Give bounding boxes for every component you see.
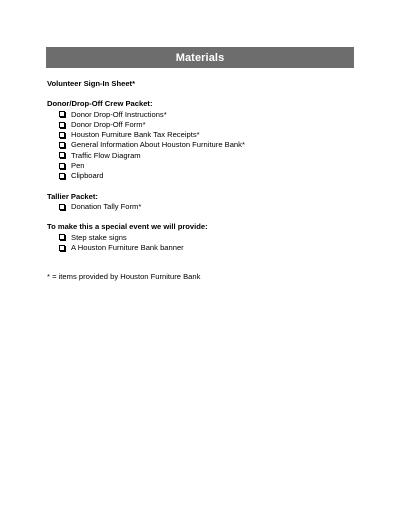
list-item-label: Donor Drop-Off Instructions* (71, 109, 167, 119)
checkbox-icon (59, 163, 65, 169)
tallier-packet-heading: Tallier Packet: (47, 191, 98, 201)
checkbox-icon (59, 204, 65, 210)
materials-content (47, 79, 357, 282)
checkbox-icon (59, 111, 65, 117)
list-item (47, 140, 357, 150)
checkbox-icon (59, 122, 65, 128)
checkbox-icon (59, 234, 65, 240)
donor-packet-heading: Donor/Drop-Off Crew Packet: (47, 99, 153, 109)
list-item (47, 110, 357, 120)
list-item-label: Houston Furniture Bank Tax Receipts* (71, 130, 200, 140)
spacer (47, 212, 357, 222)
list-item (47, 130, 357, 140)
list-item-label: Pen (71, 161, 85, 171)
list-item (47, 243, 357, 253)
checkbox-icon (59, 132, 65, 138)
donor-packet-list (47, 110, 357, 182)
footnote: * = items provided by Houston Furniture Bank (47, 272, 201, 282)
list-item (47, 120, 357, 130)
list-item-label: General Information About Houston Furniture Bank* (71, 140, 245, 150)
list-item-label: Traffic Flow Diagram (71, 150, 141, 160)
list-item-label: Clipboard (71, 171, 104, 181)
special-event-list (47, 233, 357, 254)
section-title: Materials (175, 51, 225, 64)
checkbox-icon (59, 245, 65, 251)
list-item (47, 171, 357, 181)
special-event-heading: To make this a special event we will provide: (47, 222, 208, 232)
list-item-label: Step stake signs (71, 232, 127, 242)
list-item (47, 202, 357, 212)
checkbox-icon (59, 152, 65, 158)
checkbox-icon (59, 142, 65, 148)
list-item-label: Donor Drop-Off Form* (71, 119, 146, 129)
spacer (47, 89, 357, 99)
volunteer-sign-in-sheet: Volunteer Sign-In Sheet* (47, 79, 136, 88)
list-item-label: Donation Tally Form* (71, 201, 142, 211)
spacer (47, 182, 357, 192)
list-item (47, 161, 357, 171)
list-item-label: A Houston Furniture Bank banner (71, 242, 184, 252)
list-item (47, 151, 357, 161)
tallier-packet-list (47, 202, 357, 212)
list-item (47, 233, 357, 243)
section-header-bar (46, 47, 354, 68)
checkbox-icon (59, 173, 65, 179)
